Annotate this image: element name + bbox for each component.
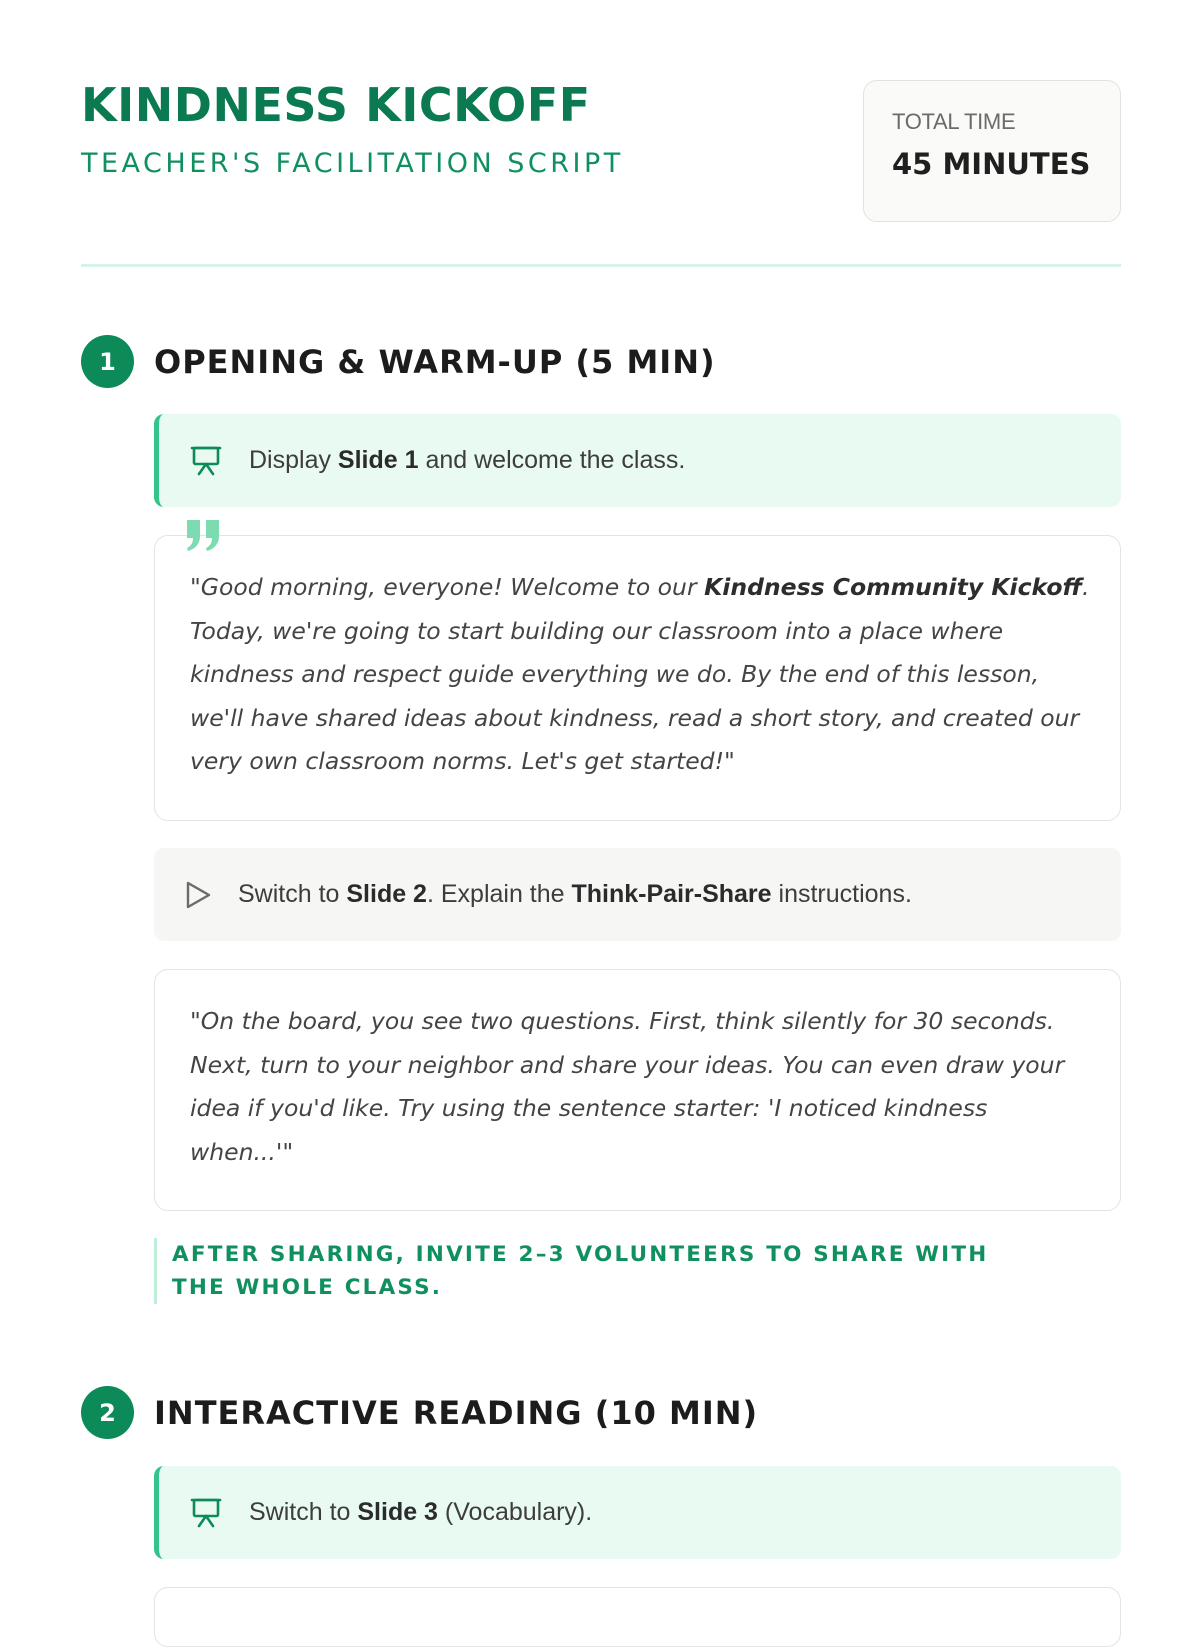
teacher-quote-card [154,535,1121,821]
total-time-value: 45 MINUTES [892,147,1091,181]
slide-cue [154,1466,1121,1559]
section-number-badge: 1 [81,335,134,388]
total-time-label: TOTAL TIME [892,109,1016,134]
teacher-quote-card-3 [154,1587,1121,1647]
action-cue [154,848,1121,941]
section-1-header [81,335,1121,391]
section-number-badge: 2 [81,1386,134,1439]
page-subtitle: TEACHER'S FACILITATION SCRIPT [81,148,624,179]
header-divider [81,264,1121,267]
section-title: INTERACTIVE READING (10 MIN) [154,1394,759,1432]
quote-icon [185,518,221,552]
header [81,80,1121,225]
page-title: KINDNESS KICKOFF [81,78,591,132]
section-title: OPENING & WARM-UP (5 MIN) [154,343,716,381]
slide-cue-text: Display Slide 1 and welcome the class. [249,446,686,474]
play-icon [184,880,212,910]
quote-text-2: "On the board, you see two questions. First, think silently for 30 seconds. Next, turn to your neighbor and share your ideas. You can even draw your idea if you'd like. Try using the sentence starter: 'I noticed kindness when...'" [190,1007,1065,1166]
total-time-card [863,80,1121,222]
action-cue-text: Switch to Slide 2. Explain the Think-Pair-Share instructions. [238,880,912,908]
section-2-header [81,1386,1121,1442]
presentation-icon [189,1497,223,1529]
teacher-quote-card-2 [154,969,1121,1211]
facilitation-note: AFTER SHARING, INVITE 2–3 VOLUNTEERS TO SHARE WITH THE WHOLE CLASS. [154,1238,1034,1304]
presentation-icon [189,445,223,477]
slide-cue-text: Switch to Slide 3 (Vocabulary). [249,1498,593,1526]
quote-text: "Good morning, everyone! Welcome to our Kindness Community Kickoff. Today, we're going to start building our classroom into a place where kindness and respect guide everything we do. By the end of this lesson, we'll have shared ideas about kindness, read a short story, and created our very own classroom norms. Let's get started!" [190,573,1090,775]
slide-cue [154,414,1121,507]
